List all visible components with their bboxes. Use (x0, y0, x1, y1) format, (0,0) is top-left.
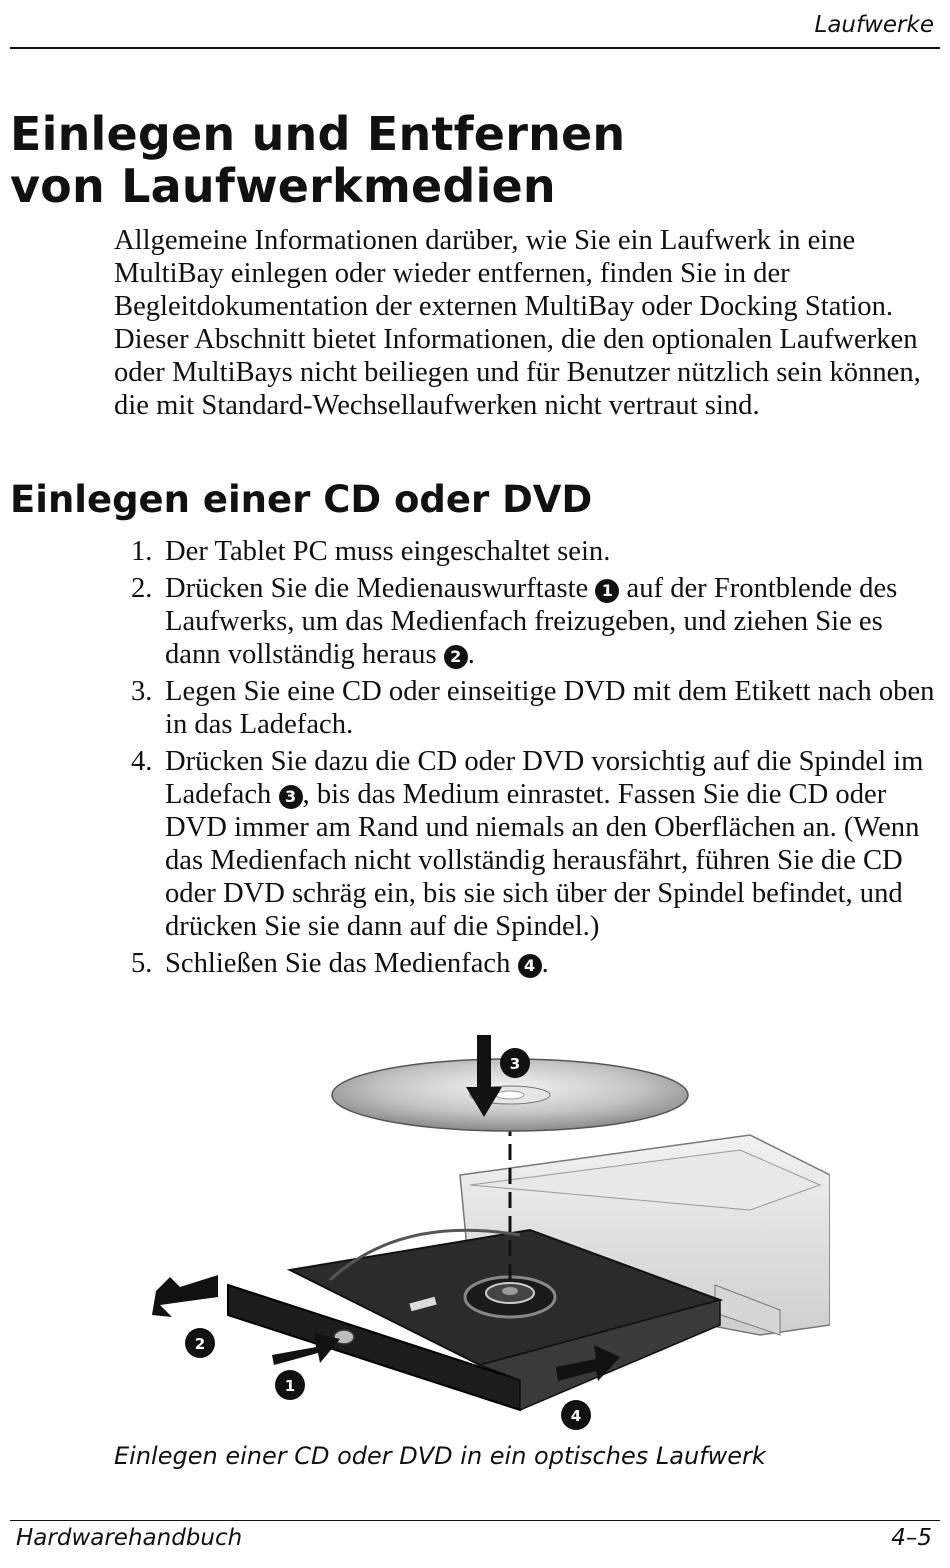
step-text: Drücken Sie die Medienauswurftaste (165, 573, 589, 604)
title-line-1: Einlegen und Entfernen (10, 107, 626, 161)
step-text: Legen Sie eine CD oder einseitige DVD mit dem Etikett nach oben in das Ladefach. (165, 676, 935, 740)
spindle (465, 1277, 555, 1317)
figure-callout-4 (561, 1400, 591, 1430)
figure-callout-3 (500, 1048, 530, 1078)
step-number: 5. (131, 948, 153, 979)
step-1 (0, 535, 940, 568)
step-2 (0, 572, 940, 671)
intro-paragraph: Allgemeine Informationen darüber, wie Sie ein Laufwerk in eine MultiBay einlegen oder wieder entfernen, finden Sie in der Begleitdokumentation der externen MultiBay oder Docking Station. Dieser Abschnitt bietet Informationen, die den optionalen Laufwerken oder MultiBays nicht beiliegen und für Benutzer nützlich sein können, die mit Standard-Wechsellaufwerken nicht vertraut sind. (114, 225, 921, 421)
figure-caption: Einlegen einer CD oder DVD in ein optisches Laufwerk (114, 1442, 766, 1470)
step-3 (0, 675, 940, 741)
page-title (10, 108, 625, 212)
callout-badge-2: 2 (444, 645, 468, 669)
step-number: 1. (131, 536, 153, 567)
footer-document-title: Hardwarehandbuch (16, 1525, 243, 1551)
callout-badge-4: 4 (518, 954, 542, 978)
callout-badge-1: 1 (595, 579, 619, 603)
svg-text:4: 4 (570, 1407, 582, 1425)
svg-text:1: 1 (284, 1377, 296, 1395)
step-5 (0, 947, 940, 980)
step-text: . (541, 948, 549, 979)
step-number: 3. (131, 676, 153, 707)
section-heading: Einlegen einer CD oder DVD (10, 478, 593, 521)
figure-callout-1 (275, 1370, 305, 1400)
svg-text:2: 2 (194, 1335, 206, 1353)
figure-callout-2 (185, 1328, 215, 1358)
step-text: , bis das Medium einrastet. Fassen Sie die CD oder DVD immer am Rand und niemals an den Oberflächen an. (Wenn das Medienfach nicht vollständig herausfährt, führen Sie die CD oder DVD schräg ein, bis sie sich über der Spindel befindet, und drücken Sie sie dann auf die Spindel.) (165, 779, 920, 942)
cd-insertion-illustration (140, 1035, 830, 1435)
header-rule (10, 47, 940, 49)
step-text: Schließen Sie das Medienfach (165, 948, 511, 979)
title-line-2: von Laufwerkmedien (10, 159, 556, 213)
step-text: Drücken Sie dazu die CD oder DVD vorsichtig auf die Spindel im Ladefach (165, 746, 924, 810)
step-text: . (467, 639, 475, 670)
step-text: Der Tablet PC muss eingeschaltet sein. (165, 536, 611, 567)
arrow-left-icon (152, 1275, 218, 1317)
step-4 (0, 745, 940, 943)
step-text: auf der Frontblende des Laufwerks, um das Medienfach freizugeben, und ziehen Sie es dann vollständig heraus (165, 573, 898, 670)
running-header: Laufwerke (814, 12, 934, 38)
step-number: 4. (131, 746, 153, 777)
step-number: 2. (131, 573, 153, 604)
page-number: 4–5 (891, 1525, 932, 1551)
svg-text:3: 3 (509, 1055, 521, 1073)
steps-list (0, 535, 940, 984)
callout-badge-3: 3 (279, 785, 303, 809)
footer-rule (10, 1520, 940, 1521)
